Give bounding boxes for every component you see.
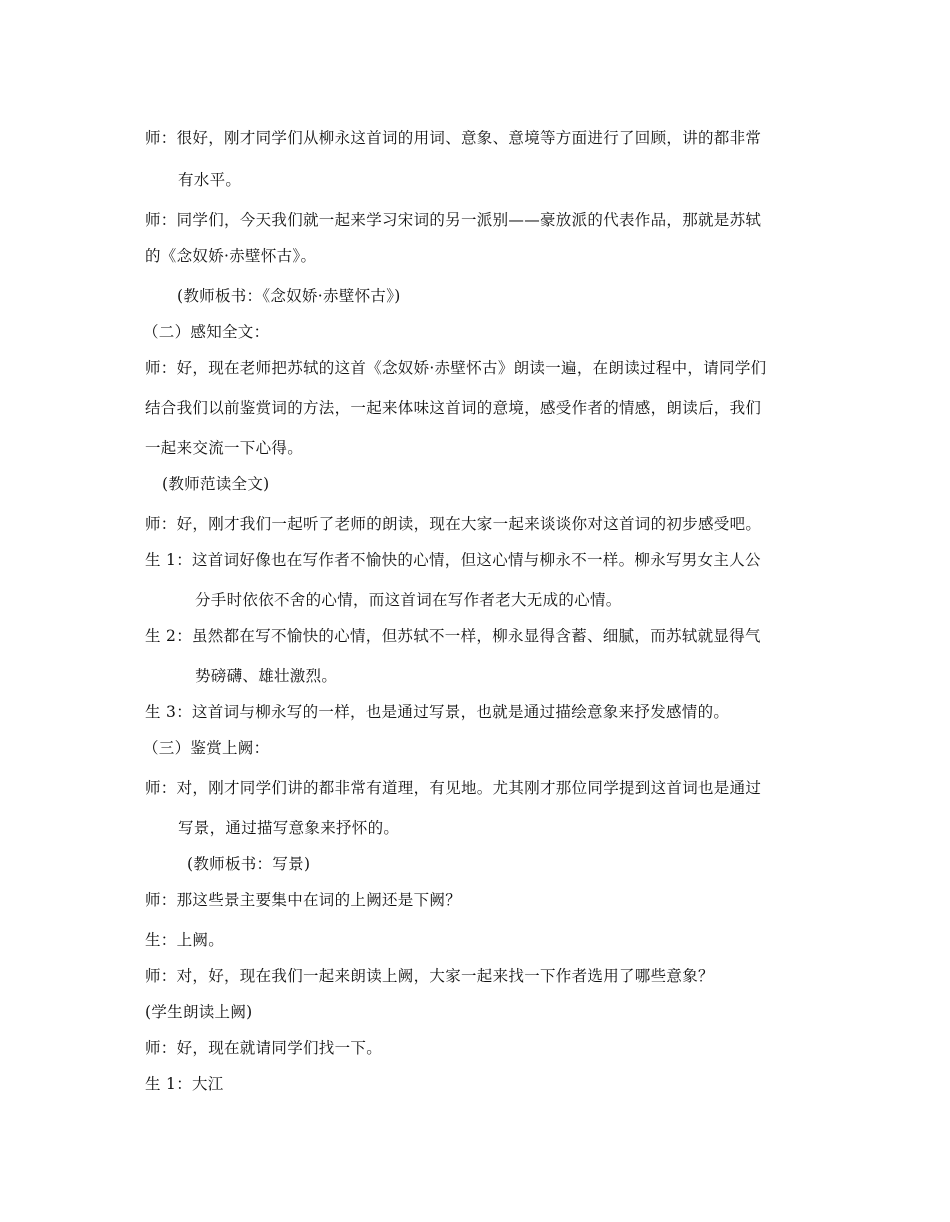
text-line: 生 1：这首词好像也在写作者不愉快的心情，但这心情与柳永不一样。柳永写男女主人公 (145, 551, 761, 569)
text-line: (教师范读全文) (162, 475, 270, 493)
text-line: 势磅礴、雄壮激烈。 (195, 667, 338, 685)
text-line: 生 1：大江 (145, 1075, 224, 1093)
text-line: 师：好，现在就请同学们找一下。 (145, 1039, 383, 1057)
text-line: 师：对，好，现在我们一起来朗读上阙，大家一起来找一下作者选用了哪些意象？ (145, 967, 714, 985)
text-line: 生：上阙。 (145, 931, 225, 949)
text-line: 生 3：这首词与柳永写的一样，也是通过写景，也就是通过描绘意象来抒发感情的。 (145, 703, 730, 721)
text-line: 师：那这些景主要集中在词的上阙还是下阙？ (145, 891, 462, 909)
text-line: 一起来交流一下心得。 (145, 439, 304, 457)
text-line: 的《念奴娇·赤壁怀古》。 (145, 247, 317, 265)
text-line: 写景，通过描写意象来抒怀的。 (178, 819, 400, 837)
text-line: (学生朗读上阙) (145, 1003, 253, 1021)
section-heading: （二）感知全文： (143, 323, 270, 341)
section-heading: （三）鉴赏上阙： (143, 739, 270, 757)
text-line: 师：好，刚才我们一起听了老师的朗读，现在大家一起来谈谈你对这首词的初步感受吧。 (145, 515, 762, 533)
text-line: 有水平。 (178, 171, 242, 189)
text-line: 师：同学们，今天我们就一起来学习宋词的另一派别——豪放派的代表作品，那就是苏轼 (145, 211, 762, 229)
text-line: 结合我们以前鉴赏词的方法，一起来体味这首词的意境，感受作者的情感，朗读后，我们 (145, 399, 762, 417)
text-line: 师：对，刚才同学们讲的都非常有道理，有见地。尤其刚才那位同学提到这首词也是通过 (145, 779, 762, 797)
text-line: 生 2：虽然都在写不愉快的心情，但苏轼不一样，柳永显得含蓄、细腻，而苏轼就显得气 (145, 627, 761, 645)
text-line: (教师板书：写景) (187, 855, 311, 873)
text-line: (教师板书：《念奴娇·赤壁怀古》) (177, 287, 401, 305)
text-line: 师：很好，刚才同学们从柳永这首词的用词、意象、意境等方面进行了回顾，讲的都非常 (145, 129, 762, 147)
text-line: 师：好，现在老师把苏轼的这首《念奴娇·赤壁怀古》朗读一遍，在朗读过程中，请同学们 (145, 359, 767, 377)
text-line: 分手时依依不舍的心情，而这首词在写作者老大无成的心情。 (195, 591, 622, 609)
